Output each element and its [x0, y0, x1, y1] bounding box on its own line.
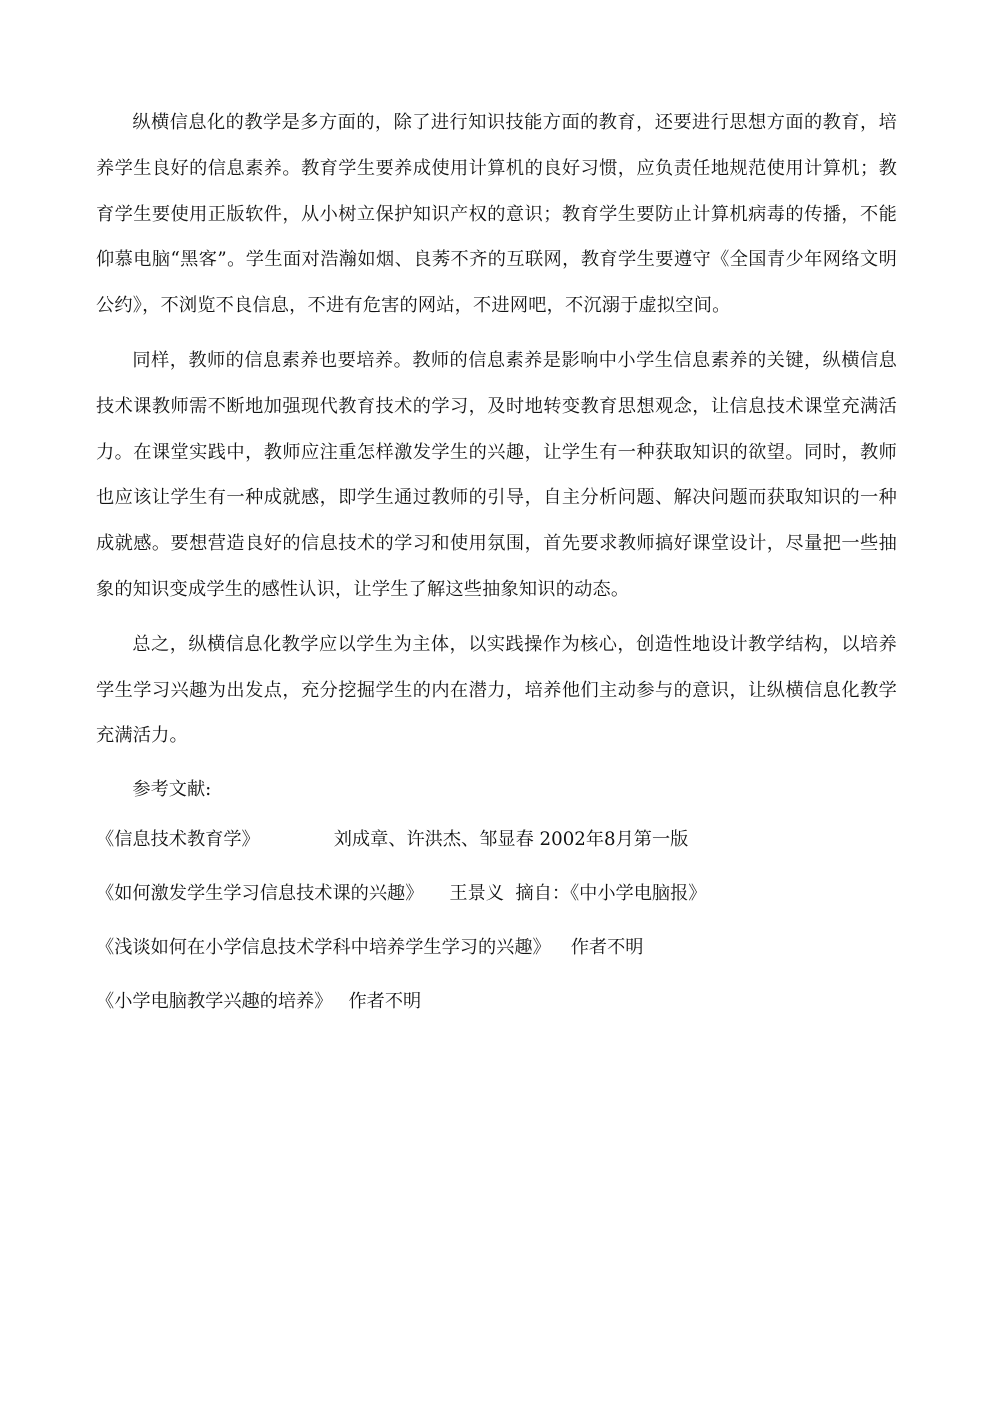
reference-item-4: [96, 975, 897, 1029]
body-paragraph-1: 纵横信息化的教学是多方面的，除了进行知识技能方面的教育，还要进行思想方面的教育，培养学生良好的信息素养。教育学生要养成使用计算机的良好习惯，应负责任地规范使用计算机；教育学生要使用正版软件，从小树立保护知识产权的意识；教育学生要防止计算机病毒的传播，不能仰慕电脑“黑客”。学生面对浩瀚如烟、良莠不齐的互联网，教育学生要遵守《全国青少年网络文明公约》，不浏览不良信息，不进有危害的网站，不进网吧，不沉溺于虚拟空间。: [96, 112, 897, 317]
reference-item-3: [96, 921, 897, 975]
body-paragraph-3: 总之，纵横信息化教学应以学生为主体，以实践操作为核心，创造性地设计教学结构，以培养学生学习兴趣为出发点，充分挖掘学生的内在潜力，培养他们主动参与的意识，让纵横信息化教学充满活力。: [96, 633, 897, 747]
document-page: [96, 100, 897, 1029]
reference-detail: 作者不明: [348, 991, 422, 1013]
references-list: [96, 813, 897, 1029]
reference-title: 《如何激发学生学习信息技术课的兴趣》: [96, 883, 424, 905]
reference-title: 《小学电脑教学兴趣的培养》: [96, 991, 333, 1013]
reference-detail: 刘成章、许洪杰、邹显春 2002年8月第一版: [333, 829, 689, 851]
reference-item-2: [96, 867, 897, 921]
reference-detail: 王景义 摘自：《中小学电脑报》: [449, 883, 707, 905]
reference-detail: 作者不明: [570, 937, 644, 959]
references-heading: 参考文献:: [132, 779, 212, 801]
reference-item-1: [96, 813, 897, 867]
reference-title: 《浅谈如何在小学信息技术学科中培养学生学习的兴趣》: [96, 937, 551, 959]
body-paragraph-2: 同样，教师的信息素养也要培养。教师的信息素养是影响中小学生信息素养的关键，纵横信息技术课教师需不断地加强现代教育技术的学习，及时地转变教育思想观念，让信息技术课堂充满活力。在课堂实践中，教师应注重怎样激发学生的兴趣，让学生有一种获取知识的欲望。同时，教师也应该让学生有一种成就感，即学生通过教师的引导，自主分析问题、解决问题而获取知识的一种成就感。要想营造良好的信息技术的学习和使用氛围，首先要求教师搞好课堂设计，尽量把一些抽象的知识变成学生的感性认识，让学生了解这些抽象知识的动态。: [96, 349, 897, 600]
reference-title: 《信息技术教育学》: [96, 829, 260, 851]
